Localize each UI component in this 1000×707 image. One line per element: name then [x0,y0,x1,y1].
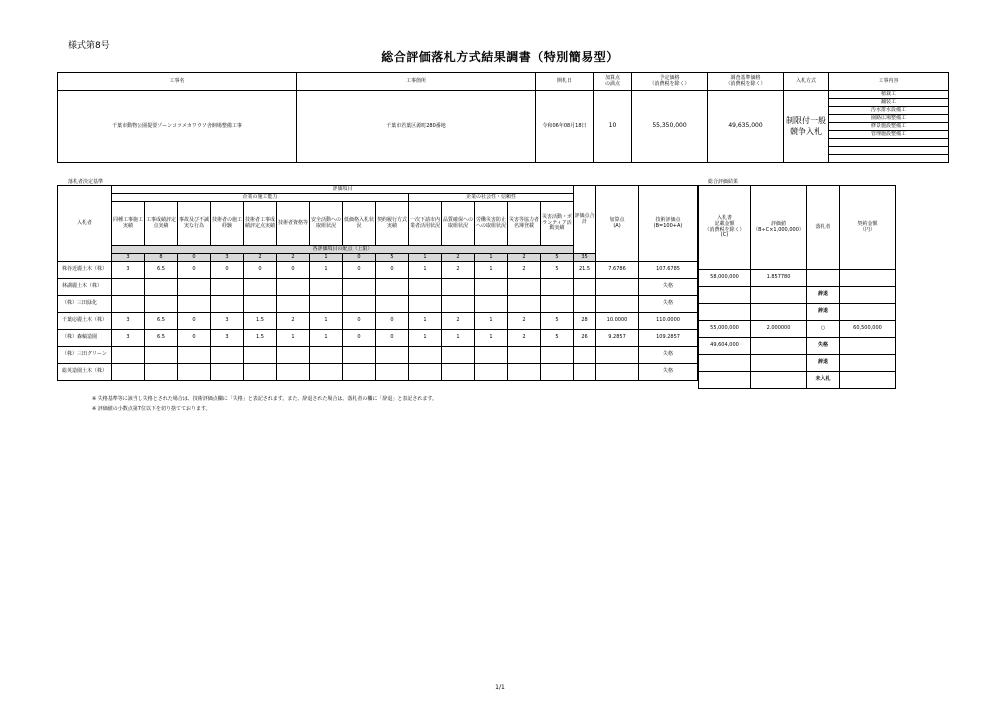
max-point-value: 5 [541,254,574,262]
score-cell: 5 [541,330,574,347]
eval-item-header: 技術者工事成績評定点実績 [244,202,277,246]
bonus-cell [596,347,639,364]
eval-item-header: 安全活動への取組状況 [310,202,343,246]
score-cell [244,279,277,296]
score-cell: 3 [211,313,244,330]
work-content-item: 植栽工 [829,91,948,99]
eval-value-cell: 2.000000 [751,321,807,338]
table-row [699,355,896,372]
score-cell [310,296,343,313]
bid-amount-cell [699,372,751,389]
eval-value-cell [751,304,807,321]
tech-score-cell: 失格 [639,279,698,296]
score-cell: 1 [409,262,442,279]
winner-cell [807,270,840,287]
score-cell: 0 [277,262,310,279]
table-row [699,338,896,355]
table-row [699,270,896,287]
eval-item-header: 一次下請市内業者活用状況 [409,202,442,246]
score-cell [508,279,541,296]
work-info-table [57,72,949,163]
eval-item-header: 同種工事施工実績 [112,202,145,246]
winner-cell: ○ [807,321,840,338]
total-score-cell [574,279,596,296]
max-points-label: 各評価項目の配点（上限） [112,246,574,254]
score-cell [145,347,178,364]
bonus-cell: 10.0000 [596,313,639,330]
score-cell: 2 [508,313,541,330]
score-cell [310,364,343,381]
max-point-value: 2 [442,254,475,262]
score-cell: 1.5 [244,330,277,347]
tech-score-cell: 失格 [639,296,698,313]
result-table [698,185,896,389]
eval-value-cell: 1.857780 [751,270,807,287]
score-cell [277,364,310,381]
header-bid-method: 入札方式 [784,73,829,91]
score-cell [178,296,211,313]
score-cell: 1 [310,330,343,347]
tech-score-header: 技術評価点 (B=100+A) [639,186,698,262]
max-point-value: 5 [376,254,409,262]
score-cell [145,279,178,296]
tech-score-cell: 107.6785 [639,262,698,279]
contract-amount-cell [840,287,896,304]
score-cell [178,364,211,381]
max-point-value: 1 [310,254,343,262]
score-cell [409,279,442,296]
header-work-content: 工事内容 [829,73,949,91]
score-cell [442,296,475,313]
bonus-cell [596,296,639,313]
score-cell: 0 [343,313,376,330]
bonus-cell [596,279,639,296]
score-cell [310,347,343,364]
bidder-name: （株）三田グリーン [58,347,112,364]
score-cell [475,296,508,313]
max-point-value: 2 [508,254,541,262]
header-bonus-points: 加算点 の満点 [594,73,632,91]
header-opening-date: 開札日 [536,73,594,91]
section-label-criteria: 落札者決定基準 [68,179,104,185]
score-cell [442,364,475,381]
score-cell: 1 [277,330,310,347]
total-score-cell: 26 [574,330,596,347]
bid-amount-header: 入札書 記載金額 （消費税を除く） (C) [699,186,751,270]
work-content-item: 修景施設整備工 [829,123,948,131]
work-content-item [829,155,948,162]
bonus-cell: 7.6786 [596,262,639,279]
score-cell [541,296,574,313]
eval-item-header: 災害等協力者名簿登載 [508,202,541,246]
score-cell [244,364,277,381]
bid-amount-cell: 49,604,000 [699,338,751,355]
score-cell [145,296,178,313]
work-content-item: 舗装工 [829,99,948,107]
score-cell [277,279,310,296]
group-construction-ability: 企業の施工能力 [112,194,409,202]
score-cell: 1 [475,330,508,347]
score-cell [541,279,574,296]
winner-cell: 辞退 [807,355,840,372]
tech-score-cell: 109.2857 [639,330,698,347]
bid-amount-cell: 55,000,000 [699,321,751,338]
min-price-value: 49,635,000 [708,91,784,163]
eval-item-header: 災害活動・ボランティア活動実績 [541,202,574,246]
max-point-value: 0 [343,254,376,262]
score-cell: 5 [541,313,574,330]
score-cell [112,296,145,313]
score-cell: 0 [376,262,409,279]
score-cell: 3 [112,330,145,347]
note-line: ※ 失格基準等に該当し失格とされた場合は、技術評価点欄に「失格」と表記されます。また、辞退された場合は、落札者の欄に「辞退」と表記されます。 [92,396,437,402]
score-cell [277,347,310,364]
score-cell: 6.5 [145,262,178,279]
max-point-value: 2 [277,254,310,262]
tech-score-cell: 失格 [639,364,698,381]
group-social-reliability: 企業の社会性・信頼性 [409,194,574,202]
table-row [699,304,896,321]
evaluation-table [57,185,698,381]
bidder-name: 千葉応麗土木（株） [58,313,112,330]
bonus-header: 加算点 (A) [596,186,639,262]
work-content-item [829,139,948,147]
score-cell: 1 [475,313,508,330]
location-value: 千葉市若葉区源町280番地 [297,91,536,163]
score-cell: 1 [442,330,475,347]
eval-items-header: 評価項目 [112,186,574,194]
eval-value-header: 評価値 （B÷C×1,000,000） [751,186,807,270]
notes [92,394,437,414]
score-cell [376,347,409,364]
work-content-list [829,91,949,163]
score-cell: 3 [112,313,145,330]
work-content-item: 園路広場整備工 [829,115,948,123]
bidder-name: （株）森稿造園 [58,330,112,347]
section-label-result: 総合評価結果 [708,179,739,185]
score-cell [508,296,541,313]
score-cell [508,347,541,364]
score-cell: 2 [442,262,475,279]
work-content-item [829,147,948,155]
form-number: 様式第8号 [68,41,110,51]
eval-item-header: 低価格入札状況 [343,202,376,246]
score-cell [409,364,442,381]
bid-amount-cell [699,355,751,372]
note-line: ※ 評価値の小数点第7位以下を切り捨てております。 [92,406,211,412]
bid-amount-cell [699,287,751,304]
score-cell: 1 [310,262,343,279]
table-row [699,372,896,389]
table-row [58,279,698,296]
score-cell: 0 [376,313,409,330]
contract-amount-cell [840,270,896,287]
score-cell [409,347,442,364]
table-row [58,364,698,381]
eval-item-header: 技術者の施工経験 [211,202,244,246]
winner-cell: 辞退 [807,304,840,321]
score-cell [211,296,244,313]
bonus-cell: 9.2857 [596,330,639,347]
table-row [699,321,896,338]
table-row [58,296,698,313]
score-cell [442,347,475,364]
tech-score-cell: 110.0000 [639,313,698,330]
score-cell: 5 [541,262,574,279]
score-cell: 2 [277,313,310,330]
score-cell [475,279,508,296]
contract-amount-cell [840,338,896,355]
score-cell [541,364,574,381]
score-cell [376,296,409,313]
score-cell [409,296,442,313]
score-cell [211,279,244,296]
score-cell: 0 [244,262,277,279]
eval-value-cell [751,372,807,389]
bonus-points-value: 10 [594,91,632,163]
opening-date-value: 令和06年08月18日 [536,91,594,163]
eval-value-cell [751,355,807,372]
eval-value-cell [751,338,807,355]
eval-item-header: 事故及び不誠実な行為 [178,202,211,246]
score-cell: 3 [211,330,244,347]
score-cell: 0 [343,262,376,279]
score-cell: 3 [112,262,145,279]
header-planned-price: 予定価格 （消費税を除く） [632,73,708,91]
score-cell: 1 [310,313,343,330]
score-cell [112,364,145,381]
bidder-name: 株谷近麗土木（株） [58,262,112,279]
planned-price-value: 55,350,000 [632,91,708,163]
max-point-value: 2 [244,254,277,262]
eval-item-header: 品質確保への取組状況 [442,202,475,246]
contract-amount-cell: 60,500,000 [840,321,896,338]
score-cell: 0 [211,262,244,279]
eval-item-header: 契約履行方式実績 [376,202,409,246]
bid-amount-cell: 58,000,000 [699,270,751,287]
max-point-value: 1 [409,254,442,262]
score-cell [310,279,343,296]
table-row [58,313,698,330]
work-content-item: 汚水排水設備工 [829,107,948,115]
contract-amount-cell [840,372,896,389]
eval-item-header: 工事成績評定点実績 [145,202,178,246]
tech-score-cell: 失格 [639,347,698,364]
contract-amount-cell [840,355,896,372]
score-cell [376,279,409,296]
score-cell [112,347,145,364]
eval-value-cell [751,287,807,304]
eval-item-header: 労働災害防止への取組状況 [475,202,508,246]
score-cell: 0 [178,262,211,279]
score-cell [442,279,475,296]
score-cell: 1.5 [244,313,277,330]
max-point-value: 0 [178,254,211,262]
bonus-cell [596,364,639,381]
total-score-cell: 21.5 [574,262,596,279]
bid-method-value: 制限付一般 競争入札 [784,91,829,163]
score-cell [541,347,574,364]
score-cell: 0 [376,330,409,347]
total-score-cell [574,347,596,364]
score-cell [475,364,508,381]
table-row [699,287,896,304]
max-point-value: 3 [112,254,145,262]
header-work-name: 工事名 [58,73,297,91]
score-cell [376,364,409,381]
score-cell [343,296,376,313]
table-row [58,262,698,279]
score-cell [508,364,541,381]
total-score-cell [574,364,596,381]
score-cell [343,347,376,364]
bidder-name: 総英造園土木（株） [58,364,112,381]
max-point-value: 1 [475,254,508,262]
score-cell: 1 [409,313,442,330]
score-cell [475,347,508,364]
bidder-name: （株）三田緑化 [58,296,112,313]
work-content-item: 管理施設整備工 [829,131,948,139]
score-cell [343,279,376,296]
score-cell: 2 [508,330,541,347]
score-cell [112,279,145,296]
bidder-header: 入札者 [58,186,112,262]
winner-cell: 辞退 [807,287,840,304]
score-cell [211,364,244,381]
page-number: 1/1 [495,684,505,691]
score-cell: 2 [508,262,541,279]
score-cell: 6.5 [145,330,178,347]
max-point-value: 8 [145,254,178,262]
bid-amount-cell [699,304,751,321]
score-cell [343,364,376,381]
score-cell [211,347,244,364]
contract-amount-header: 契約金額 （円） [840,186,896,270]
score-cell [178,347,211,364]
table-row [58,330,698,347]
score-cell: 1 [475,262,508,279]
header-min-price: 調査基準価格 （消費税を除く） [708,73,784,91]
total-header: 評価点合計 [574,186,596,254]
winner-header: 落札者 [807,186,840,270]
score-cell [178,279,211,296]
score-cell [145,364,178,381]
score-cell [244,347,277,364]
score-cell: 0 [343,330,376,347]
table-row [58,347,698,364]
page-title: 総合評価落札方式結果調書（特別簡易型） [381,50,619,64]
score-cell: 0 [178,330,211,347]
score-cell: 0 [178,313,211,330]
max-point-value: 3 [211,254,244,262]
score-cell: 6.5 [145,313,178,330]
winner-cell: 失格 [807,338,840,355]
winner-cell: 未入札 [807,372,840,389]
score-cell [244,296,277,313]
total-score-cell [574,296,596,313]
contract-amount-cell [840,304,896,321]
header-location: 工事箇所 [297,73,536,91]
score-cell [277,296,310,313]
bidder-name: 林湖麗土木（株） [58,279,112,296]
total-score-cell: 28 [574,313,596,330]
score-cell: 1 [409,330,442,347]
work-name-value: 千葉市動物公園提要ゾーンコツメカワウソ舎飼場整備工事 [58,91,297,163]
max-total-value: 35 [574,254,596,262]
score-cell: 2 [442,313,475,330]
eval-item-header: 技術者資格等 [277,202,310,246]
